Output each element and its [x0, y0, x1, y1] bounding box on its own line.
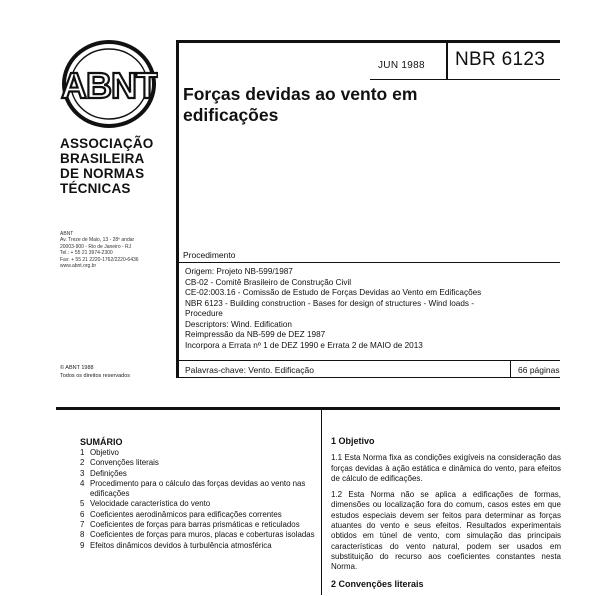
- page-count: 66 páginas: [518, 365, 560, 375]
- address-line: Fax: + 55 21 2220-1762/2220-6436: [60, 256, 139, 263]
- copyright-line: Todos os direitos reservados: [60, 372, 131, 379]
- document-metadata: [185, 267, 560, 351]
- meta-line: Origem: Projeto NB-599/1987: [185, 267, 293, 276]
- abnt-logo: [60, 38, 158, 130]
- divider: [179, 262, 560, 263]
- organization-name: [60, 136, 180, 196]
- paragraph: 1.1 Esta Norma fixa as condições exigíveis na consideração das forças devidas à ação estática e dinâmica do vento, para efeitos de cálculo de edificações.: [331, 453, 561, 483]
- column-divider: [321, 410, 322, 595]
- meta-line: Incorpora a Errata nº 1 de DEZ 1990 e Errata 2 de MAIO de 2013: [185, 340, 423, 350]
- summary-list: [80, 448, 316, 551]
- section-top-rule: [56, 407, 560, 410]
- summary-item-number: 9: [80, 540, 85, 550]
- summary-item-number: 2: [80, 458, 85, 468]
- meta-line: Procedure: [185, 309, 223, 318]
- publication-date: JUN 1988: [378, 60, 425, 71]
- frame-vertical-rule: [176, 40, 179, 378]
- org-line: ASSOCIAÇÃO: [60, 136, 154, 151]
- summary-item-text: Coeficientes de forças para muros, placas e coberturas isoladas: [90, 530, 315, 540]
- org-line: TÉCNICAS: [60, 181, 131, 196]
- summary-item-text: Procedimento para o cálculo das forças devidas ao vento nas edificações: [90, 478, 306, 499]
- meta-line: CB-02 - Comitê Brasileiro de Construção Civil: [185, 277, 352, 287]
- copyright-notice: [60, 365, 170, 380]
- title-line: edificações: [183, 105, 279, 125]
- summary-item-number: 6: [80, 509, 85, 519]
- summary-item-text: Efeitos dinâmicos devidos à turbulência atmosférica: [90, 540, 272, 550]
- document-title: [183, 84, 483, 126]
- divider: [176, 377, 560, 378]
- summary-item: [80, 479, 316, 500]
- body-column: [331, 436, 561, 596]
- summary-item: [80, 458, 316, 468]
- divider: [446, 43, 448, 79]
- summary-item-number: 1: [80, 448, 85, 457]
- summary-item-text: Convenções literais: [90, 458, 159, 468]
- meta-line: Reimpressão da NB-599 de DEZ 1987: [185, 330, 326, 339]
- section-heading: 1 Objetivo: [331, 436, 375, 446]
- title-line: Forças devidas ao vento em: [183, 84, 418, 104]
- divider: [510, 361, 511, 377]
- summary-item-number: 3: [80, 468, 85, 478]
- summary-item: [80, 520, 316, 530]
- keywords: Palavras-chave: Vento. Edificação: [185, 365, 314, 375]
- divider: [179, 360, 560, 361]
- summary-item: [80, 448, 316, 458]
- address-line: Av. Treze de Maio, 13 - 28º andar: [60, 237, 135, 244]
- summary-item-text: Velocidade característica do vento: [90, 499, 211, 509]
- summary-item-text: Coeficientes aerodinâmicos para edificações correntes: [90, 509, 282, 519]
- summary-item: [80, 530, 316, 540]
- summary-item-number: 7: [80, 520, 85, 530]
- standard-code: NBR 6123: [455, 49, 546, 70]
- summary-item-text: Definições: [90, 468, 127, 478]
- summary-item: [80, 541, 316, 551]
- document-type: Procedimento: [183, 250, 236, 260]
- copyright-line: © ABNT 1988: [60, 365, 94, 371]
- section-heading: 2 Convenções literais: [331, 578, 424, 589]
- meta-line: Descriptors: Wind. Edification: [185, 319, 292, 329]
- organization-address: [60, 231, 170, 269]
- address-line: ABNT: [60, 231, 74, 237]
- meta-line: NBR 6123 - Building construction - Bases for design of structures - Wind loads -: [185, 298, 474, 308]
- address-line: www.abnt.org.br: [60, 263, 97, 270]
- org-line: DE NORMAS: [60, 166, 145, 181]
- summary-item-text: Objetivo: [90, 448, 119, 457]
- summary-item: [80, 469, 316, 479]
- address-line: Tel.: + 55 21 3974-2300: [60, 250, 113, 257]
- meta-line: CE-02:003.16 - Comissão de Estudo de Forças Devidas ao Vento em Edificações: [185, 288, 482, 297]
- paragraph: 1.2 Esta Norma não se aplica a edificações de formas, dimensões ou localização fora do comum, casos estes em que estudos especiais devem ser feitos para determinar as forças atuantes do vento e seus efeitos. Resultados experimentais obtidos em túnel de vento, com simulação das principais características do vento natural, podem ser usados em substituição do recurso aos coeficientes constantes nesta Norma.: [331, 490, 561, 572]
- frame-top-rule: [176, 40, 560, 43]
- org-line: BRASILEIRA: [60, 151, 145, 166]
- summary-item: [80, 510, 316, 520]
- summary-item-text: Coeficientes de forças para barras prismáticas e reticulados: [90, 520, 300, 530]
- address-line: 20003-900 - Rio de Janeiro - RJ: [60, 243, 132, 250]
- summary-item-number: 5: [80, 499, 85, 509]
- summary-item-number: 8: [80, 530, 85, 540]
- summary-item-number: 4: [80, 478, 85, 488]
- logo-lettering: ABNT: [61, 65, 157, 106]
- summary-item: [80, 499, 316, 509]
- summary-heading: SUMÁRIO: [80, 437, 123, 447]
- divider: [370, 79, 560, 80]
